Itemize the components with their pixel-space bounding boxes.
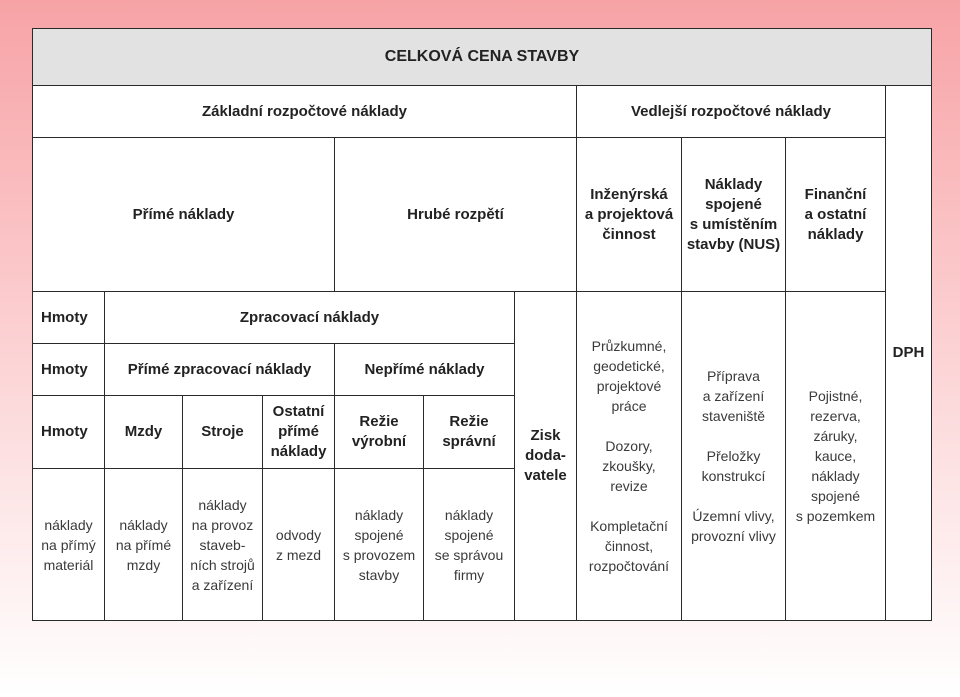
admin-overhead-description: náklady spojené se správou firmy	[423, 468, 515, 621]
direct-processing-costs: Přímé zpracovací náklady	[104, 343, 335, 396]
vat: DPH	[885, 85, 932, 621]
financial-costs: Finanční a ostatní náklady	[785, 137, 886, 292]
engineering-details: Průzkumné, geodetické, projektové práce Dozory, zkoušky, revize Kompletační činnost, rozpočtování	[576, 291, 682, 621]
wages-description: náklady na přímé mzdy	[104, 468, 183, 621]
site-details: Příprava a zařízení staveniště Přeložky konstrukcí Územní vlivy, provozní vlivy	[681, 291, 786, 621]
materials-description: náklady na přímý materiál	[32, 468, 105, 621]
production-overhead-description: náklady spojené s provozem stavby	[334, 468, 424, 621]
gross-spread: Hrubé rozpětí	[334, 137, 577, 292]
admin-overhead: Režie správní	[423, 395, 515, 469]
processing-costs: Zpracovací náklady	[104, 291, 515, 344]
wages: Mzdy	[104, 395, 183, 469]
other-direct-costs: Ostatní přímé náklady	[262, 395, 335, 469]
other-direct-description: odvody z mezd	[262, 468, 335, 621]
basic-budget-costs: Základní rozpočtové náklady	[32, 85, 577, 138]
machines: Stroje	[182, 395, 263, 469]
site-location-costs: Náklady spojené s umístěním stavby (NUS)	[681, 137, 786, 292]
production-overhead: Režie výrobní	[334, 395, 424, 469]
total-price-title: CELKOVÁ CENA STAVBY	[32, 28, 932, 86]
indirect-costs: Nepřímé náklady	[334, 343, 515, 396]
machines-description: náklady na provoz staveb- ních strojů a zařízení	[182, 468, 263, 621]
secondary-budget-costs: Vedlejší rozpočtové náklady	[576, 85, 886, 138]
direct-costs: Přímé náklady	[32, 137, 335, 292]
engineering-activity: Inženýrská a projektová činnost	[576, 137, 682, 292]
materials-label-2: Hmoty	[32, 343, 105, 396]
cost-structure-diagram	[32, 28, 932, 621]
supplier-profit: Zisk doda- vatele	[514, 291, 577, 621]
materials-label-3: Hmoty	[32, 395, 105, 469]
materials-label-1: Hmoty	[32, 291, 105, 344]
financial-details: Pojistné, rezerva, záruky, kauce, náklady spojené s pozemkem	[785, 291, 886, 621]
